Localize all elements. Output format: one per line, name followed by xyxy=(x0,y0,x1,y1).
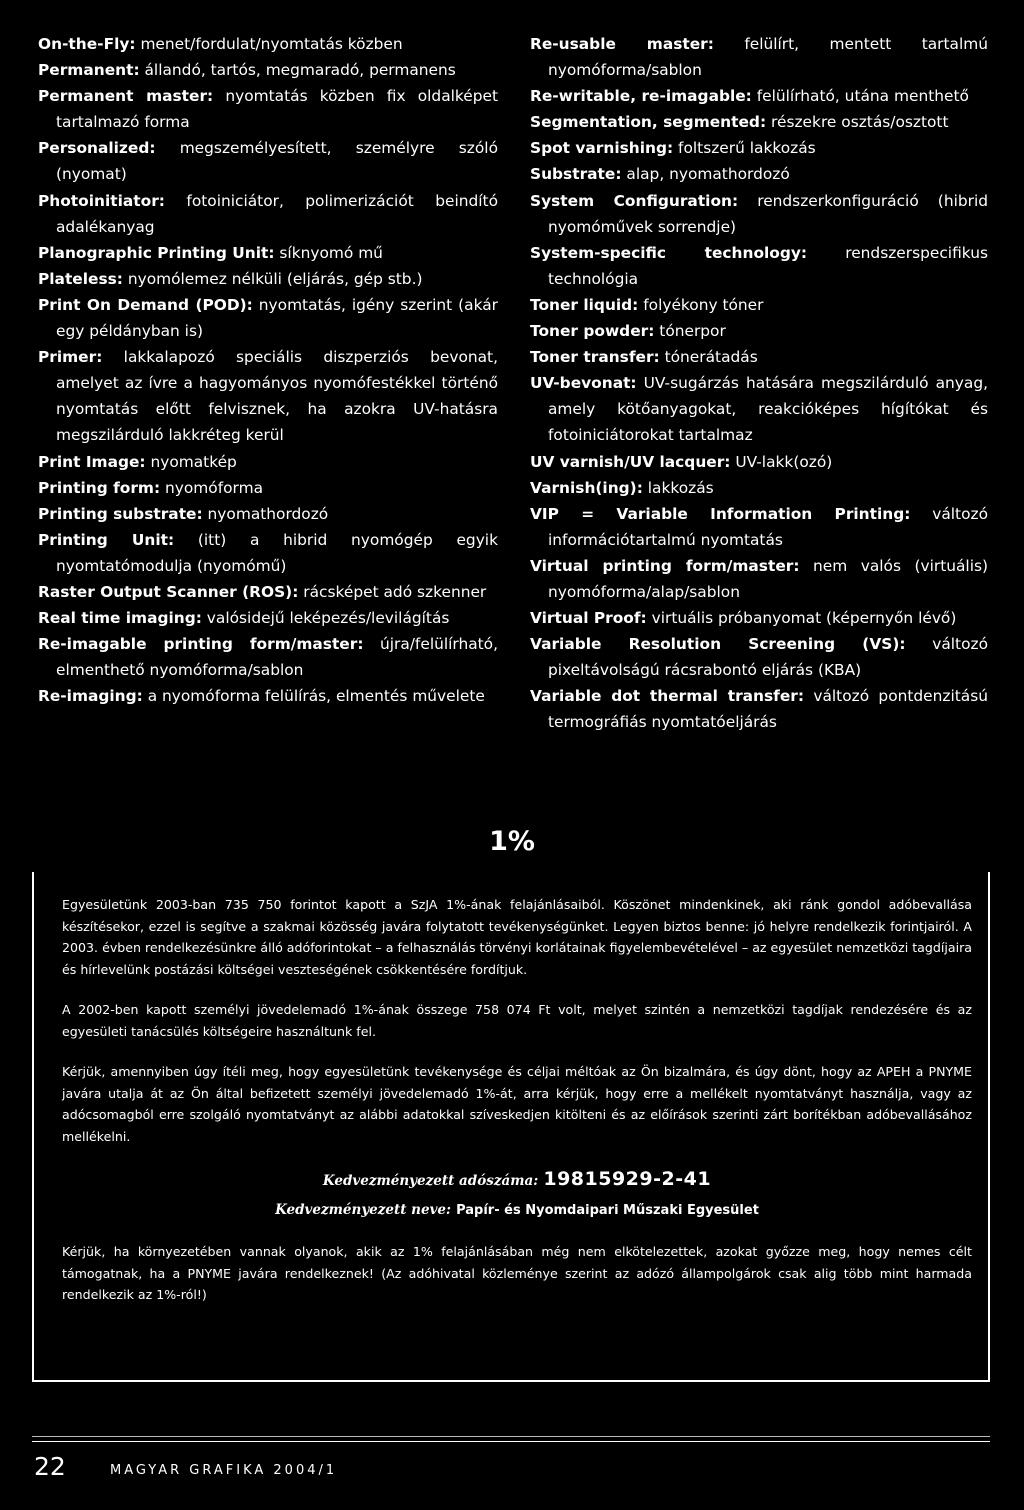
donation-paragraph: Kérjük, amennyiben úgy ítéli meg, hogy egyesületünk tevékenysége és céljai méltóak az Ön bizalmára, és úgy dönt, hogy az APEH a PNYME javára utalja át az Ön által befizetett személyi jövedelemadó 1%-át, arra kérjük, hogy erre a mellékelt nyomtatványt használja, vagy az adócsomagból erre szolgáló nyomtatványt az alábbi adatokkal szíveskedjen kitölteni és az előírások szerinti zárt borítékban adóbevallásához mellékelni. xyxy=(62,1064,972,1144)
glossary-definition: változó pontdenzitású termográfiás nyomtatóeljárás xyxy=(548,687,988,732)
glossary-definition: állandó, tartós, megmaradó, permanens xyxy=(139,61,456,80)
glossary-definition: rácsképet adó szkenner xyxy=(298,582,487,601)
glossary-term: UV-bevonat: xyxy=(530,374,637,393)
glossary-entry xyxy=(530,553,988,605)
glossary-term: Re-writable, re-imagable: xyxy=(530,87,752,106)
glossary-entry xyxy=(530,449,988,475)
glossary-term: System-specific technology: xyxy=(530,243,808,262)
glossary-entry xyxy=(38,501,498,527)
glossary-term: Raster Output Scanner (ROS): xyxy=(38,582,299,601)
tax-number-label: Kedvezményezett adószáma: xyxy=(322,1173,539,1189)
glossary-term: Planographic Printing Unit: xyxy=(38,243,275,262)
beneficiary-name-label: Kedvezményezett neve: xyxy=(275,1202,451,1218)
glossary-entry xyxy=(530,475,988,501)
glossary-entry xyxy=(38,683,498,709)
glossary-term: Substrate: xyxy=(530,165,622,184)
glossary-definition: virtuális próbanyomat (képernyőn lévő) xyxy=(646,609,957,628)
glossary-entry xyxy=(530,683,988,735)
glossary-term: Toner powder: xyxy=(530,322,655,341)
glossary-definition: UV-sugárzás hatására megszilárduló anyag, amely kötőanyagokat, reakcióképes hígítókat és fotoiniciátorokat tartalmaz xyxy=(548,374,988,445)
glossary-definition: nyomóforma xyxy=(160,478,264,497)
beneficiary-info xyxy=(62,1166,972,1224)
glossary-definition: folyékony tóner xyxy=(638,295,764,314)
glossary-definition: nyomathordozó xyxy=(202,504,329,523)
glossary-entry xyxy=(530,631,988,683)
donation-paragraph: A 2002-ben kapott személyi jövedelemadó 1%-ának összege 758 074 Ft volt, melyet szintén a nemzetközi tagdíjak rendezésére és az egyesületi tanácsülés költségeire használtunk fel. xyxy=(62,1002,972,1039)
glossary-entry xyxy=(530,83,988,109)
footer-rule xyxy=(32,1441,990,1442)
glossary-entry xyxy=(38,344,498,448)
glossary-term: Variable Resolution Screening (VS): xyxy=(530,635,906,654)
glossary-term: Permanent master: xyxy=(38,87,214,106)
glossary-definition: nyomólemez nélküli (eljárás, gép stb.) xyxy=(122,269,423,288)
glossary-term: Virtual printing form/master: xyxy=(530,556,800,575)
glossary-definition: síknyomó mű xyxy=(274,243,383,262)
glossary-entry xyxy=(38,31,498,57)
glossary-definition: menet/fordulat/nyomtatás közben xyxy=(135,35,403,53)
glossary-definition: rendszerkonfiguráció (hibrid nyomóművek sorrendje) xyxy=(548,191,988,236)
glossary-entry xyxy=(38,135,498,187)
glossary-entry xyxy=(530,605,988,631)
glossary-term: UV varnish/UV lacquer: xyxy=(530,452,731,471)
donation-box xyxy=(32,872,990,1382)
glossary-term: Printing form: xyxy=(38,478,161,497)
beneficiary-name-line xyxy=(62,1195,972,1224)
glossary-definition: valósidejű leképezés/levilágítás xyxy=(201,609,450,628)
tax-number-line xyxy=(62,1166,972,1195)
glossary-term: Personalized: xyxy=(38,139,156,158)
glossary-entry xyxy=(530,501,988,553)
glossary-entry xyxy=(530,161,988,187)
glossary-entry xyxy=(38,605,498,631)
glossary-term: Re-imagable printing form/master: xyxy=(38,635,364,654)
glossary-definition: felülírt, mentett tartalmú nyomóforma/sablon xyxy=(548,35,988,80)
glossary-term: Real time imaging: xyxy=(38,609,202,628)
glossary-entry xyxy=(530,31,988,83)
glossary-definition: (itt) a hibrid nyomógép egyik nyomtatómodulja (nyomómű) xyxy=(56,530,498,575)
glossary-term: Toner liquid: xyxy=(530,295,639,314)
donation-box-content xyxy=(62,894,972,1325)
glossary-term: On-the-Fly: xyxy=(38,35,136,53)
glossary-entry xyxy=(38,83,498,135)
glossary-term: Re-imaging: xyxy=(38,687,143,706)
glossary-definition: lakkozás xyxy=(642,478,714,497)
glossary-definition: a nyomóforma felülírás, elmentés művelete xyxy=(142,687,485,706)
tax-number: 19815929-2-41 xyxy=(543,1168,712,1190)
glossary-term: Toner transfer: xyxy=(530,348,660,367)
glossary-left-column xyxy=(38,31,498,709)
footer-rule-thin xyxy=(32,1436,990,1437)
glossary-term: Segmentation, segmented: xyxy=(530,113,767,132)
glossary-definition: részekre osztás/osztott xyxy=(766,113,949,132)
glossary-term: Re-usable master: xyxy=(530,35,714,53)
glossary-term: Printing Unit: xyxy=(38,530,175,549)
glossary-definition: nyomtatás, igény szerint (akár egy példányban is) xyxy=(56,295,499,341)
beneficiary-name: Papír- és Nyomdaipari Műszaki Egyesület xyxy=(456,1203,759,1218)
glossary-term: Permanent: xyxy=(38,61,140,80)
glossary-definition: változó információtartalmú nyomtatás xyxy=(548,504,988,549)
glossary-entry xyxy=(38,449,498,475)
glossary-right-column xyxy=(530,31,988,736)
glossary-definition: nyomatkép xyxy=(145,452,237,471)
glossary-definition: megszemélyesített, személyre szóló (nyomat) xyxy=(56,139,498,184)
glossary-definition: nyomtatás közben fix oldalképet tartalmazó forma xyxy=(56,87,499,132)
glossary-definition: felülírható, utána menthető xyxy=(751,87,969,106)
glossary-entry xyxy=(530,370,988,448)
page-number: 22 xyxy=(34,1452,66,1481)
glossary-entry xyxy=(530,318,988,344)
glossary-entry xyxy=(38,188,498,240)
glossary-term: Plateless: xyxy=(38,269,123,288)
glossary-term: System Configuration: xyxy=(530,191,739,210)
glossary-entry xyxy=(38,527,498,579)
glossary-entry xyxy=(530,292,988,318)
glossary-entry xyxy=(530,240,988,292)
glossary-term: Varnish(ing): xyxy=(530,478,643,497)
glossary-entry xyxy=(530,109,988,135)
glossary-term: Printing substrate: xyxy=(38,504,203,523)
glossary-definition: tónerátadás xyxy=(659,348,758,367)
glossary-entry xyxy=(38,475,498,501)
magazine-title: MAGYAR GRAFIKA 2004/1 xyxy=(110,1463,338,1478)
glossary-definition: változó pixeltávolságú rácsrabontó eljárás (KBA) xyxy=(548,635,988,680)
glossary-entry xyxy=(530,344,988,370)
glossary-term: VIP = Variable Information Printing: xyxy=(530,504,911,523)
glossary-definition: rendszerspecifikus technológia xyxy=(548,243,988,288)
glossary-term: Print Image: xyxy=(38,452,146,471)
glossary-entry xyxy=(38,292,498,344)
glossary-term: Photoinitiator: xyxy=(38,191,165,210)
glossary-term: Variable dot thermal transfer: xyxy=(530,687,805,706)
glossary-entry xyxy=(38,57,498,83)
donation-paragraph: Egyesületünk 2003-ban 735 750 forintot kapott a SzJA 1%-ának felajánlásaiból. Köszönet mindenkinek, aki ránk gondol adóbevallása készítésekor, ezzel is segítve a szakmai közösség javára folytatott tevékenységünket. Legyen biztos benne: jó helyre rendelkezik forintjairól. A 2003. évben rendelkezésünkre álló adóforintokat – a felhasználás törvényi korlátainak figyelembevételével – az egyesület nemzetközi tagdíjaira és hírlevelünk postázási költségei veszteségének csökkentésére fordítjuk. xyxy=(62,897,972,977)
glossary-definition: lakkalapozó speciális diszperziós bevonat, amelyet az ívre a hagyományos nyomófestékkel történő nyomtatás előtt felvisznek, ha azokra UV-hatásra megszilárduló lakkréteg kerül xyxy=(56,348,498,445)
glossary-term: Primer: xyxy=(38,348,103,367)
glossary-definition: nem valós (virtuális) nyomóforma/alap/sablon xyxy=(548,556,988,601)
glossary-entry xyxy=(38,631,498,683)
glossary-definition: fotoiniciátor, polimerizációt beindító adalékanyag xyxy=(56,191,498,236)
glossary-term: Virtual Proof: xyxy=(530,609,647,628)
glossary-definition: újra/felülírható, elmenthető nyomóforma/sablon xyxy=(56,635,498,680)
glossary-entry xyxy=(530,188,988,240)
glossary-definition: tónerpor xyxy=(654,322,726,341)
glossary-definition: UV-lakk(ozó) xyxy=(730,452,833,471)
section-heading: 1% xyxy=(489,826,535,857)
glossary-definition: foltszerű lakkozás xyxy=(673,139,816,158)
glossary-definition: alap, nyomathordozó xyxy=(621,165,790,184)
glossary-entry xyxy=(38,579,498,605)
glossary-term: Print On Demand (POD): xyxy=(38,295,253,314)
glossary-term: Spot varnishing: xyxy=(530,139,674,158)
donation-paragraph: Kérjük, ha környezetében vannak olyanok, akik az 1% felajánlásában még nem elkötelezettek, azokat győzze meg, hogy nemes célt támogatnak, ha a PNYME javára rendelkeznek! (Az adóhivatal közleménye szerint az adózó állampolgárok csak alig több mint harmada rendelkezik az 1%-ról!) xyxy=(62,1244,972,1302)
glossary-entry xyxy=(38,240,498,266)
glossary-entry xyxy=(530,135,988,161)
glossary-entry xyxy=(38,266,498,292)
